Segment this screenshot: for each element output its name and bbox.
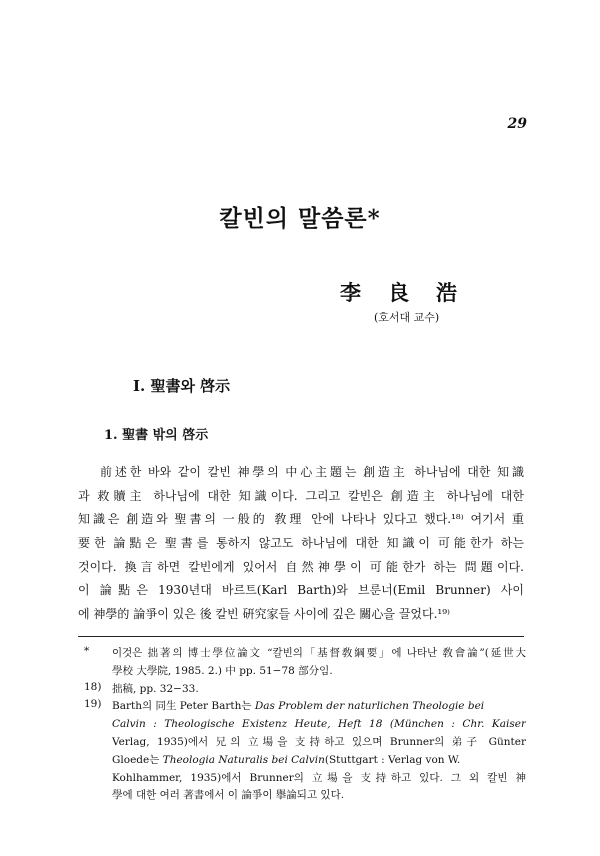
footnote-text: (Stuttgart : Verlag von W. — [324, 753, 461, 766]
footnote-line — [112, 752, 526, 770]
footnote-line — [112, 698, 526, 716]
footnote — [78, 645, 526, 681]
footnote-line: 學校 大學院, 1985. 2.) 中 pp. 51−78 部分임. — [112, 664, 333, 677]
author-name: 李良浩 — [340, 280, 484, 305]
footnote-line: Verlag, 1935)에서 兄의 立場을 支持하고 있으며 Brunner의 弟子 Günter — [112, 735, 526, 748]
footnote-line: 拙稿, pp. 32−33. — [112, 682, 199, 695]
body-line: 이 論點은 1930년대 바르트(Karl Barth)와 브룬너(Emil Brunner) 사이 — [78, 583, 524, 598]
paper-title: 칼빈의 말씀론* — [219, 205, 381, 232]
body-line: 要한 論點은 聖書를 통하지 않고도 하나님에 대한 知識이 可能한가 하는 — [78, 536, 524, 551]
section-heading: Ⅰ. 聖書와 啓示 — [133, 377, 231, 395]
body-line: 前述한 바와 같이 칼빈 神學의 中心主題는 創造主 하나님에 대한 知識 — [100, 465, 524, 479]
footnote-text: Gloede는 — [112, 753, 163, 766]
footnote-line: 學에 대한 여러 著書에서 이 論爭이 擧論되고 있다. — [112, 789, 345, 802]
footnotes — [78, 645, 526, 805]
page-number: 29 — [507, 116, 527, 132]
body-line: 에 神學的 論爭이 있은 後 칼빈 硏究家들 사이에 깊은 關心을 끌었다.¹⁹⁾ — [78, 607, 451, 622]
footnote-rule — [78, 636, 524, 637]
body-line: 것이다. 換言하면 칼빈에게 있어서 自然神學이 可能한가 하는 問題이다. — [78, 559, 524, 574]
footnote-line: Kohlhammer, 1935)에서 Brunner의 立場을 支持하고 있다. 그 외 칼빈 神 — [112, 771, 526, 784]
footnote-mark: * — [84, 645, 90, 657]
footnote-text: Barth의 同生 Peter Barth는 — [112, 700, 255, 713]
footnote-line: 이것은 拙著의 博士學位論文 “칼빈의「基督敎綱要」에 나타난 敎會論”(延世大 — [112, 647, 526, 659]
footnote — [78, 698, 526, 805]
body-line: 과 救贖主 하나님에 대한 知識이다. 그리고 칼빈은 創造主 하나님에 대한 — [78, 488, 524, 503]
cited-title: Theologia Naturalis bei Calvin — [162, 753, 325, 766]
subsection-heading: 1. 聖書 밖의 啓示 — [104, 428, 209, 443]
footnote-line: Calvin : Theologische Existenz Heute, Heft 18 (München : Chr. Kaiser — [112, 718, 526, 731]
body-line: 知識은 創造와 聖書의 一般的 敎理 안에 나타나 있다고 했다.¹⁸⁾ 여기서 重 — [78, 512, 524, 527]
footnote — [78, 681, 526, 699]
footnote-mark: 18) — [84, 680, 102, 693]
cited-title: Das Problem der naturlichen Theologie bei — [254, 700, 485, 713]
author-affiliation: (호서대 교수) — [374, 311, 440, 324]
body-paragraph — [78, 461, 524, 627]
footnote-mark: 19) — [84, 698, 102, 711]
